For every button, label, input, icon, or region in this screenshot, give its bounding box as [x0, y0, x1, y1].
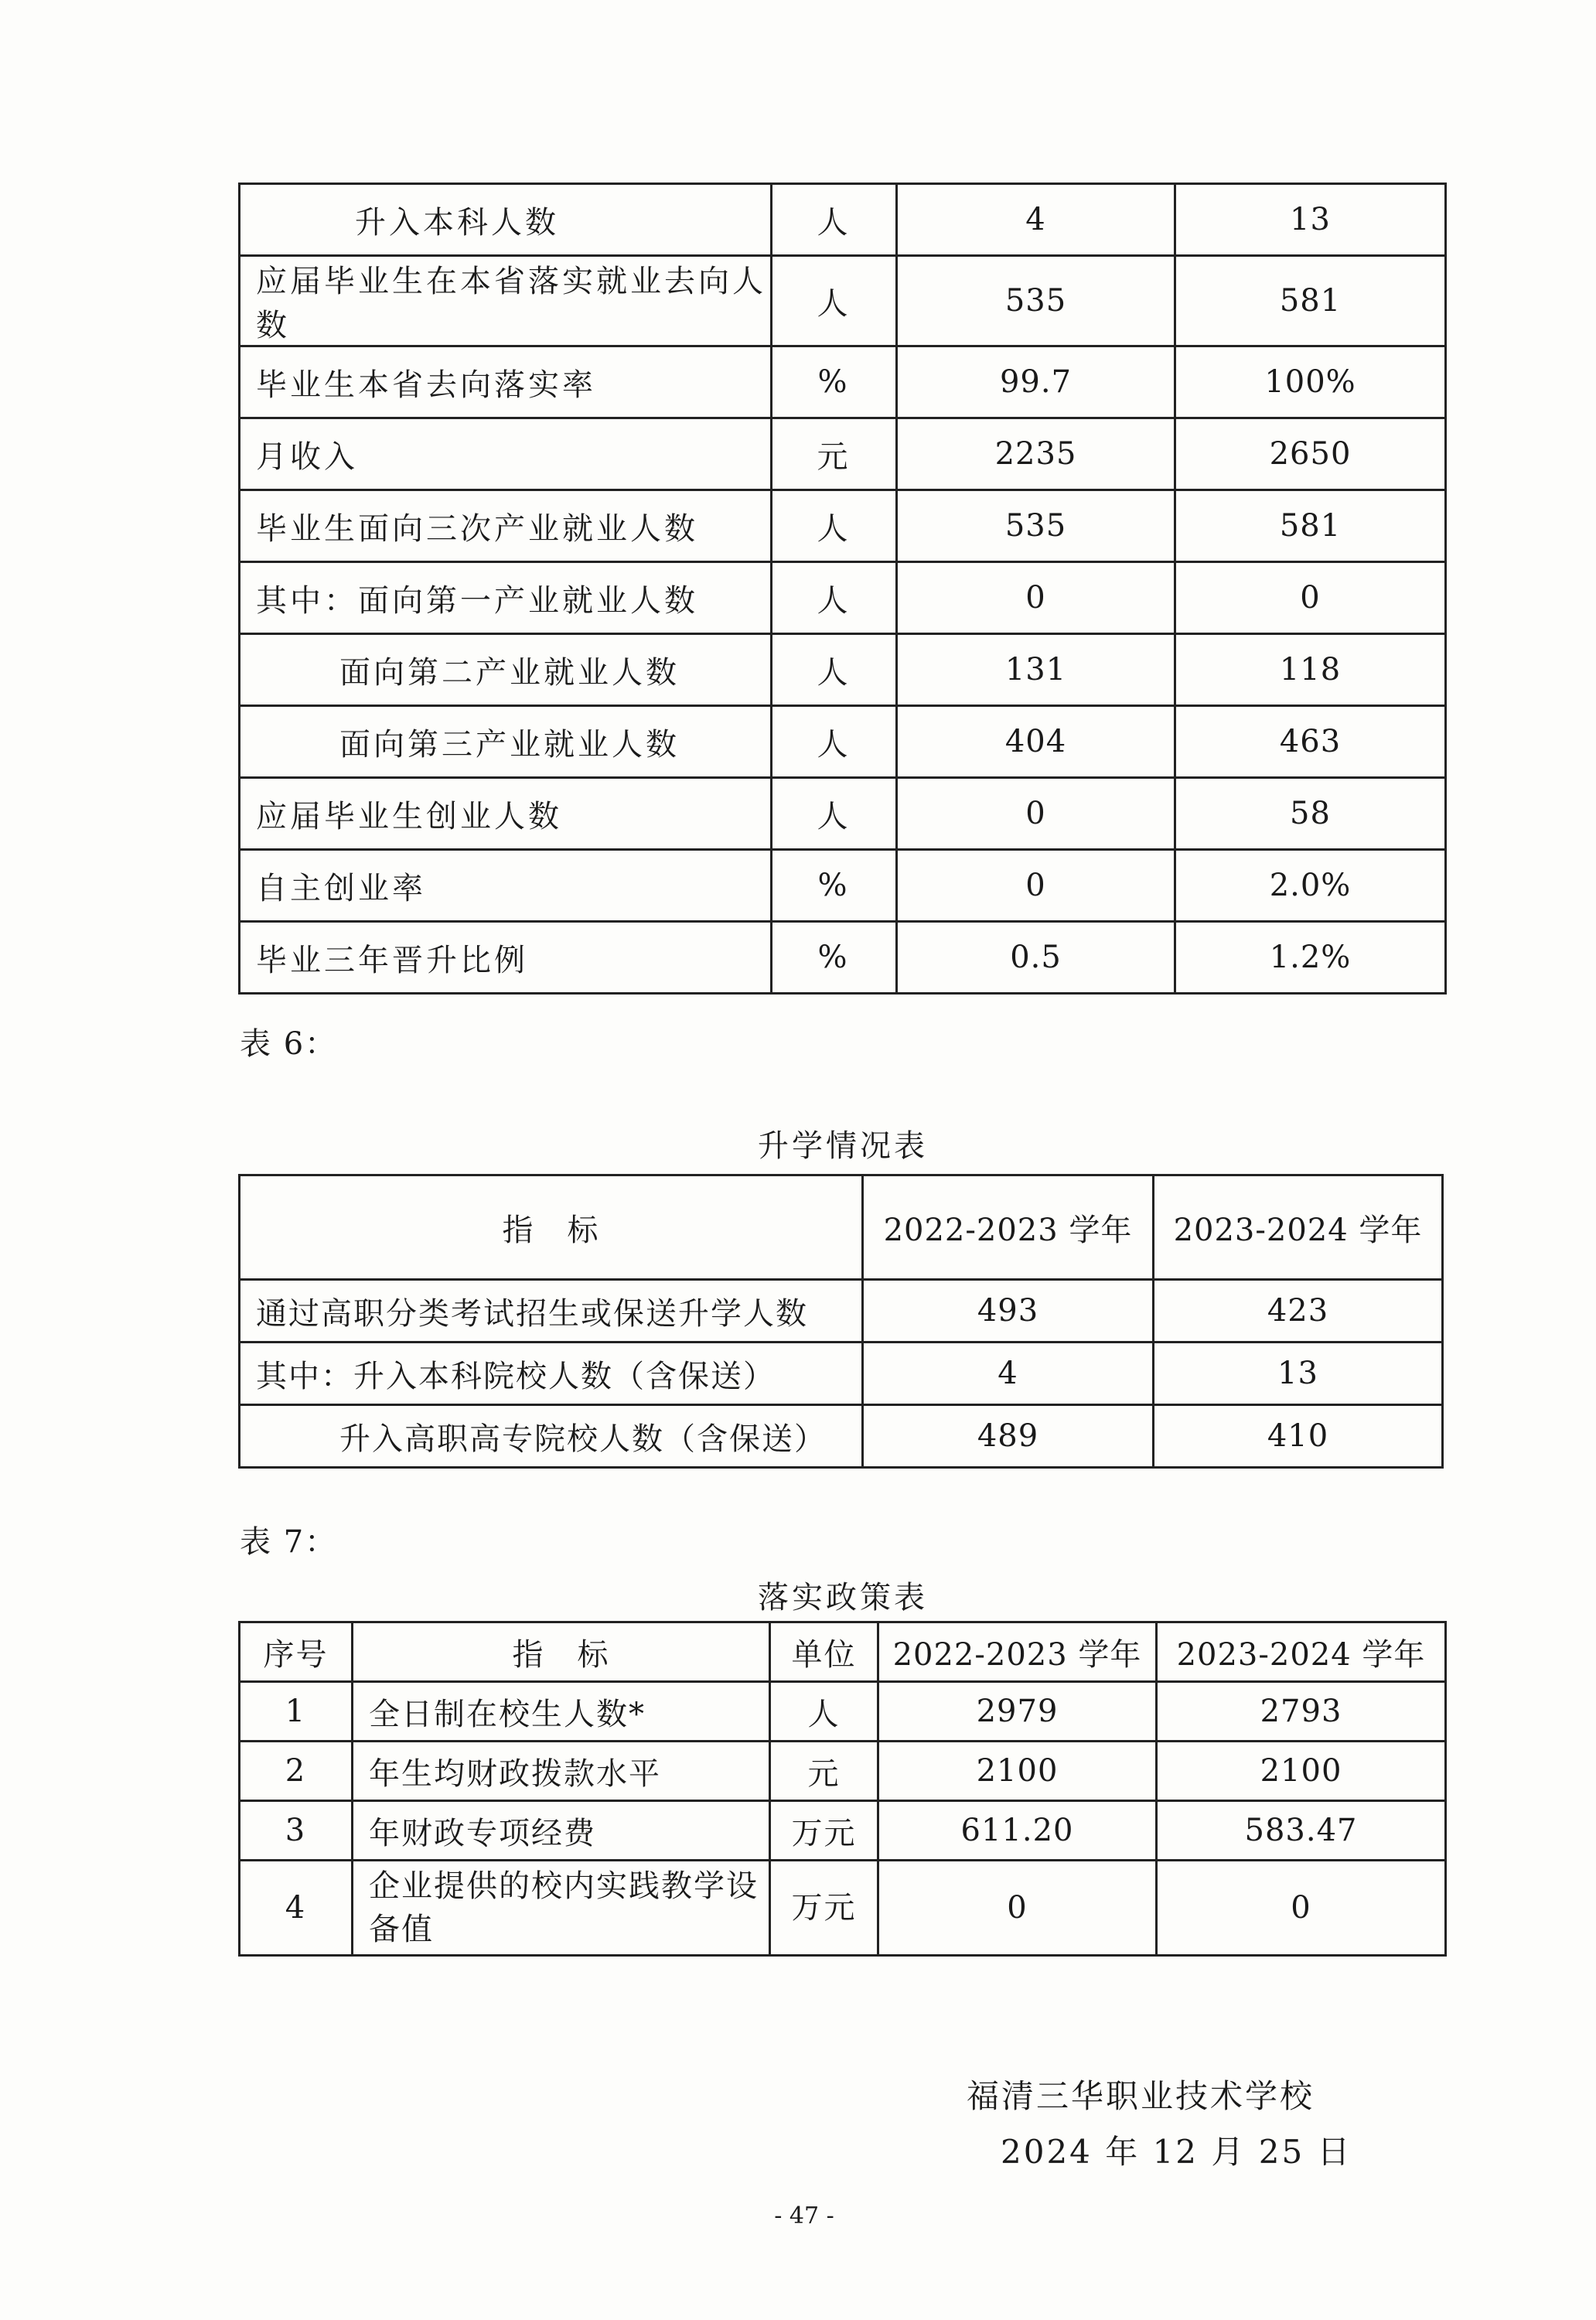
value-2022-2023-cell: 0 — [897, 778, 1175, 850]
indicator-cell: 全日制在校生人数* — [353, 1682, 770, 1742]
table-row — [240, 778, 1446, 850]
value-2022-2023-cell: 2979 — [878, 1682, 1157, 1742]
indicator-cell: 应届毕业生在本省落实就业去向人数 — [240, 256, 772, 346]
unit-cell: % — [772, 850, 897, 922]
indicator-cell: 企业提供的校内实践教学设备值 — [353, 1861, 770, 1956]
policy-table — [238, 1621, 1447, 1957]
value-2023-2024-cell: 2100 — [1157, 1742, 1446, 1801]
value-2022-2023-cell: 4 — [863, 1343, 1154, 1405]
value-2023-2024-cell: 423 — [1154, 1280, 1443, 1343]
unit-cell: 万元 — [770, 1801, 878, 1861]
value-2022-2023-cell: 535 — [897, 256, 1175, 346]
indicator-cell: 年生均财政拨款水平 — [353, 1742, 770, 1801]
table-6-label: 表 6： — [240, 1026, 338, 1062]
signature-date: 2024 年 12 月 25 日 — [1001, 2133, 1352, 2171]
value-2023-2024-cell: 581 — [1175, 490, 1446, 562]
value-2022-2023-cell: 611.20 — [878, 1801, 1157, 1861]
value-2023-2024-cell: 581 — [1175, 256, 1446, 346]
indicator-cell: 毕业生面向三次产业就业人数 — [240, 490, 772, 562]
header-indicator: 指 标 — [353, 1622, 770, 1682]
value-2022-2023-cell: 535 — [897, 490, 1175, 562]
value-2022-2023-cell: 493 — [863, 1280, 1154, 1343]
table-row — [240, 418, 1446, 490]
school-name: 福清三华职业技术学校 — [967, 2077, 1315, 2115]
header-year-2022-2023: 2022-2023 学年 — [863, 1175, 1154, 1280]
value-2023-2024-cell: 2650 — [1175, 418, 1446, 490]
indicator-cell: 自主创业率 — [240, 850, 772, 922]
value-2023-2024-cell: 1.2% — [1175, 922, 1446, 994]
unit-cell: % — [772, 346, 897, 418]
value-2023-2024-cell: 118 — [1175, 634, 1446, 706]
indicator-cell: 升入本科人数 — [240, 184, 772, 256]
value-2023-2024-cell: 410 — [1154, 1405, 1443, 1468]
value-2022-2023-cell: 0 — [897, 850, 1175, 922]
value-2022-2023-cell: 0 — [897, 562, 1175, 634]
unit-cell: 人 — [770, 1682, 878, 1742]
table-row — [240, 922, 1446, 994]
value-2023-2024-cell: 58 — [1175, 778, 1446, 850]
table-6-caption: 升学情况表 — [758, 1128, 928, 1164]
table-row — [240, 1682, 1446, 1742]
indicator-cell: 其中：升入本科院校人数（含保送） — [240, 1343, 863, 1405]
value-2023-2024-cell: 463 — [1175, 706, 1446, 778]
value-2022-2023-cell: 0 — [878, 1861, 1157, 1956]
indicator-cell: 升入高职高专院校人数（含保送） — [240, 1405, 863, 1468]
table-row — [240, 1343, 1443, 1405]
table-row — [240, 706, 1446, 778]
row-number-cell: 4 — [240, 1861, 353, 1956]
table-row — [240, 1801, 1446, 1861]
table-row — [240, 850, 1446, 922]
table-header-row — [240, 1175, 1443, 1280]
value-2022-2023-cell: 2235 — [897, 418, 1175, 490]
indicator-cell: 通过高职分类考试招生或保送升学人数 — [240, 1280, 863, 1343]
value-2022-2023-cell: 0.5 — [897, 922, 1175, 994]
table-row — [240, 562, 1446, 634]
value-2023-2024-cell: 13 — [1175, 184, 1446, 256]
table-row — [240, 1861, 1446, 1956]
unit-cell: 人 — [772, 778, 897, 850]
table-row — [240, 490, 1446, 562]
indicator-cell: 毕业三年晋升比例 — [240, 922, 772, 994]
table-7-caption: 落实政策表 — [758, 1580, 928, 1615]
value-2022-2023-cell: 131 — [897, 634, 1175, 706]
value-2022-2023-cell: 489 — [863, 1405, 1154, 1468]
value-2023-2024-cell: 100% — [1175, 346, 1446, 418]
unit-cell: 人 — [772, 562, 897, 634]
header-indicator: 指 标 — [240, 1175, 863, 1280]
indicator-cell: 年财政专项经费 — [353, 1801, 770, 1861]
header-year-2022-2023: 2022-2023 学年 — [878, 1622, 1157, 1682]
further-study-table — [238, 1174, 1444, 1469]
value-2022-2023-cell: 99.7 — [897, 346, 1175, 418]
row-number-cell: 3 — [240, 1801, 353, 1861]
value-2023-2024-cell: 583.47 — [1157, 1801, 1446, 1861]
unit-cell: 人 — [772, 184, 897, 256]
table-row — [240, 1742, 1446, 1801]
indicator-cell: 其中：面向第一产业就业人数 — [240, 562, 772, 634]
unit-cell: 人 — [772, 634, 897, 706]
header-year-2023-2024: 2023-2024 学年 — [1154, 1175, 1443, 1280]
indicator-cell: 毕业生本省去向落实率 — [240, 346, 772, 418]
unit-cell: 元 — [772, 418, 897, 490]
table-row — [240, 634, 1446, 706]
indicator-cell: 面向第三产业就业人数 — [240, 706, 772, 778]
value-2022-2023-cell: 404 — [897, 706, 1175, 778]
row-number-cell: 1 — [240, 1682, 353, 1742]
value-2022-2023-cell: 4 — [897, 184, 1175, 256]
header-unit: 单位 — [770, 1622, 878, 1682]
indicator-cell: 月收入 — [240, 418, 772, 490]
unit-cell: % — [772, 922, 897, 994]
value-2023-2024-cell: 0 — [1175, 562, 1446, 634]
header-no: 序号 — [240, 1622, 353, 1682]
page-number: - 47 - — [774, 2202, 834, 2230]
indicator-cell: 面向第二产业就业人数 — [240, 634, 772, 706]
indicator-cell: 应届毕业生创业人数 — [240, 778, 772, 850]
table-row — [240, 1280, 1443, 1343]
table-row — [240, 256, 1446, 346]
header-year-2023-2024: 2023-2024 学年 — [1157, 1622, 1446, 1682]
unit-cell: 元 — [770, 1742, 878, 1801]
table-7-label: 表 7： — [240, 1524, 338, 1560]
employment-table — [238, 183, 1447, 995]
unit-cell: 人 — [772, 256, 897, 346]
table-header-row — [240, 1622, 1446, 1682]
unit-cell: 万元 — [770, 1861, 878, 1956]
value-2023-2024-cell: 2.0% — [1175, 850, 1446, 922]
table-row — [240, 184, 1446, 256]
table-row — [240, 1405, 1443, 1468]
unit-cell: 人 — [772, 490, 897, 562]
value-2022-2023-cell: 2100 — [878, 1742, 1157, 1801]
value-2023-2024-cell: 13 — [1154, 1343, 1443, 1405]
row-number-cell: 2 — [240, 1742, 353, 1801]
table-row — [240, 346, 1446, 418]
value-2023-2024-cell: 2793 — [1157, 1682, 1446, 1742]
value-2023-2024-cell: 0 — [1157, 1861, 1446, 1956]
unit-cell: 人 — [772, 706, 897, 778]
